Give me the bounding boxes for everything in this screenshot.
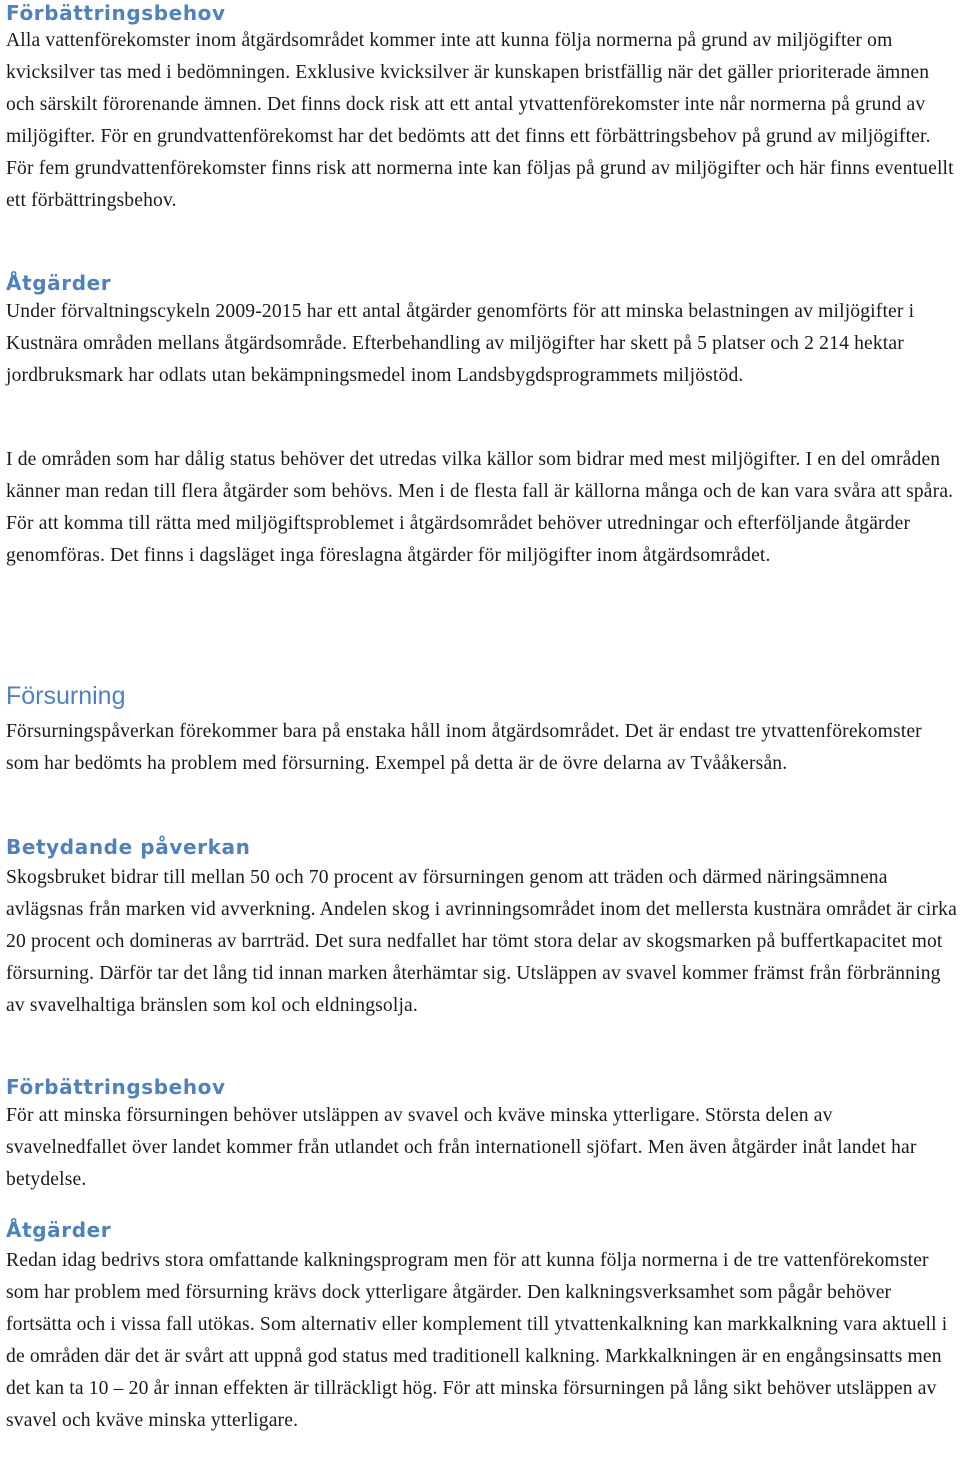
section-miljogifter-atgarder [6, 271, 958, 392]
body-paragraph: Skogsbruket bidrar till mellan 50 och 70 procent av försurningen genom att träden och därmed näringsämnena avlägsnas från marken vid avverkning. Andelen skog i avrinningsområdet inom det mellersta kustnära området är cirka 20 procent och domineras av barrträd. Det sura nedfallet har tömt stora delar av skogsmarken på buffertkapacitet mot försurning. Därför tar det lång tid innan marken återhämtar sig. Utsläppen av svavel kommer främst från förbränning av svavelhaltiga bränslen som kol och eldningsolja. [6, 867, 957, 1016]
section-forsurning-atgarder [6, 1218, 958, 1437]
body-paragraph: Redan idag bedrivs stora omfattande kalkningsprogram men för att kunna följa normerna i de tre vattenförekomster som har problem med försurning krävs dock ytterligare åtgärder. Den kalkningsverksamhet som pågår behöver fortsätta och i vissa fall utökas. Som alternativ eller komplement till ytvattenkalkning kan markkalkning vara aktuell i de områden där det är svårt att uppnå god status med traditionell kalkning. Markkalkningen är en engångsinsatts men det kan ta 10 – 20 år innan effekten är tillräckligt hög. För att minska försurningen på lång sikt behöver utsläppen av svavel och kväve minska ytterligare. [6, 1250, 948, 1431]
body-paragraph: Under förvaltningscykeln 2009-2015 har ett antal åtgärder genomförts för att minska belastningen av miljögifter i Kustnära områden mellans åtgärdsområde. Efterbehandling av miljögifter har skett på 5 platser och 2 214 hektar jordbruksmark har odlats utan bekämpningsmedel inom Landsbygdsprogrammets miljöstöd. [6, 301, 915, 386]
section-heading: Förbättringsbehov [6, 1, 226, 25]
section-miljogifter-atgarder-continued [6, 444, 958, 572]
body-paragraph: För att minska försurningen behöver utsläppen av svavel och kväve minska ytterligare. Största delen av svavelnedfallet över landet kommer från utlandet och från internationell sjöfart. Men även åtgärder inåt landet har betydelse. [6, 1105, 917, 1190]
body-paragraph: Försurningspåverkan förekommer bara på enstaka håll inom åtgärdsområdet. Det är endast tre ytvattenförekomster som har bedömts ha problem med försurning. Exempel på detta är de övre delarna av Tvååkersån. [6, 721, 922, 774]
body-paragraph: I de områden som har dålig status behöver det utredas vilka källor som bidrar med mest miljögifter. I en del områden känner man redan till flera åtgärder som behövs. Men i de flesta fall är källorna många och de kan vara svåra att spåra. För att komma till rätta med miljögiftsproblemet i åtgärdsområdet behöver utredningar och efterföljande åtgärder genomföras. Det finns i dagsläget inga föreslagna åtgärder för miljögifter inom åtgärdsområdet. [6, 449, 954, 566]
section-betydande-paverkan [6, 835, 958, 1022]
section-heading: Förbättringsbehov [6, 1075, 226, 1099]
section-heading: Åtgärder [6, 271, 112, 295]
section-heading: Åtgärder [6, 1218, 112, 1242]
section-miljogifter-forbattringsbehov [6, 0, 958, 217]
major-heading: Försurning [6, 682, 126, 710]
section-forsurning [6, 681, 958, 780]
section-heading: Betydande påverkan [6, 835, 251, 859]
body-paragraph: Alla vattenförekomster inom åtgärdsområdet kommer inte att kunna följa normerna på grund av miljögifter om kvicksilver tas med i bedömningen. Exklusive kvicksilver är kunskapen bristfällig när det gäller prioriterade ämnen och särskilt förorenande ämnen. Det finns dock risk att ett antal ytvattenförekomster inte når normerna på grund av miljögifter. För en grundvattenförekomst har det bedömts att det finns ett förbättringsbehov på grund av miljögifter. För fem grundvattenförekomster finns risk att normerna inte kan följas på grund av miljögifter och här finns eventuellt ett förbättringsbehov. [6, 30, 954, 211]
section-forsurning-forbattringsbehov [6, 1075, 958, 1196]
